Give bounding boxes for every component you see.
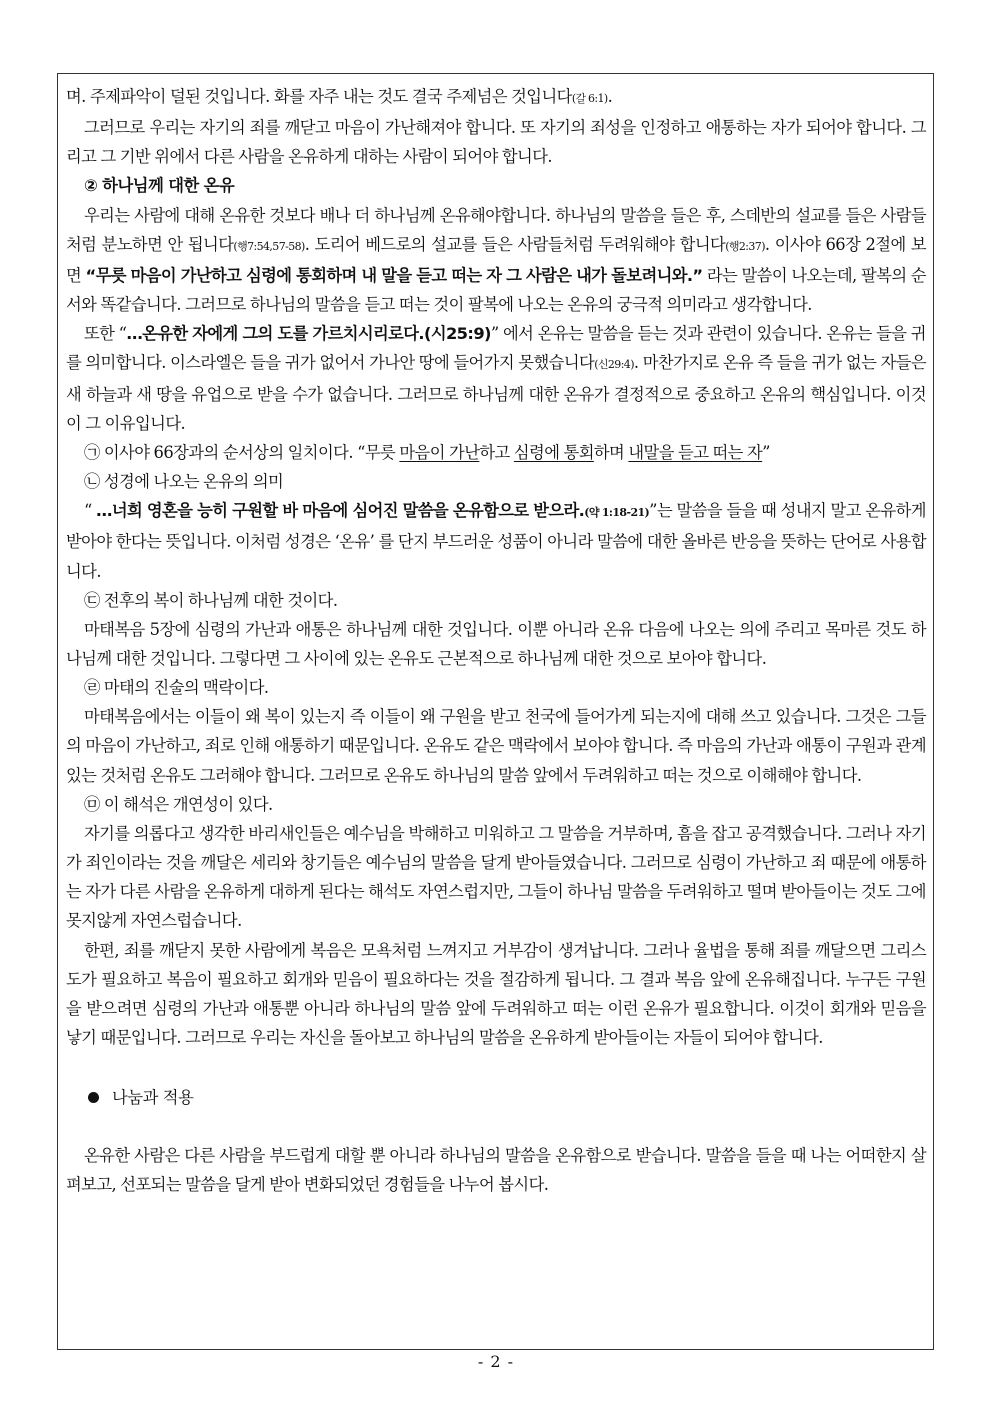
paragraph-listening-ear: 또한 “…온유한 자에게 그의 도를 가르치시리로다.(시25:9)” 에서 온유는 말씀을 듣는 것과 관련이 있습니다. 온유는 들을 귀를 의미합니다. 이스라엘은 들을 귀가 없어서 가나안 땅에 들어가지 못했습니다(신29:4). 마찬가지로 온유 즉 들을 귀가 없는 자들은 새 하늘과 새 땅을 유업으로 받을 수가 없습니다. 그러므로 하나님께 대한 온유가 결정적으로 중요하고 온유의 핵심입니다. 이것이 그 이유입니다.: [66, 324, 926, 433]
quote-james: …너희 영혼을 능히 구원할 바 마음에 심어진 말씀을 온유함으로 받으라.: [96, 501, 585, 521]
paragraph-continuation: 며. 주제파악이 덜된 것입니다. 화를 자주 내는 것도 결국 주제넘은 것입니다(갈 6:1).: [66, 87, 613, 106]
quote-psalm: …온유한 자에게 그의 도를 가르치시리로다.(시25:9): [126, 324, 491, 344]
point-5: ㉤ 이 해석은 개연성이 있다.: [84, 794, 273, 814]
scripture-ref: (행7:54,57-58): [233, 239, 305, 253]
scripture-ref: (약 1:18-21): [584, 506, 650, 520]
paragraph-beatitudes: 마태복음 5장에 심령의 가난과 애통은 하나님께 대한 것입니다. 이뿐 아니라 온유 다음에 나오는 의에 주리고 목마른 것도 하나님께 대한 것입니다. 그렇다면 그 사이에 있는 온유도 근본적으로 하나님께 대한 것으로 보아야 합니다.: [66, 619, 926, 668]
scripture-ref: (갈 6:1): [571, 92, 608, 105]
scripture-ref: (행2:37): [725, 239, 765, 253]
scripture-ref: (신29:4): [594, 358, 634, 372]
point-3: ㉢ 전후의 복이 하나님께 대한 것이다.: [84, 590, 338, 610]
point-4: ㉣ 마태의 진술의 맥락이다.: [84, 678, 269, 698]
paragraph-james-quote: “ …너희 영혼을 능히 구원할 바 마음에 심어진 말씀을 온유함으로 받으라.(약 1:18-21)”는 말씀을 들을 때 성내지 말고 온유하게 받아야 한다는 뜻입니다. 이처럼 성경은 ‘온유’ 를 단지 부드러운 성품이 아니라 말씀에 대한 올바른 반응을 뜻하는 단어로 사용합니다.: [66, 501, 926, 581]
paragraph-pharisees: 자기를 의롭다고 생각한 바리새인들은 예수님을 박해하고 미워하고 그 말씀을 거부하며, 흠을 잡고 공격했습니다. 그러나 자기가 죄인이라는 것을 깨달은 세리와 창기들은 예수님의 말씀을 달게 받아들였습니다. 그러므로 심령이 가난하고 죄 때문에 애통하는 자가 다른 사람을 온유하게 대하게 된다는 해석도 자연스럽지만, 그들이 하나님 말씀을 두려워하고 떨며 받아들이는 것도 그에 못지않게 자연스럽습니다.: [66, 823, 926, 931]
page-number: - 2 -: [477, 1352, 515, 1371]
quote-isaiah: “무릇 마음이 가난하고 심령에 통회하며 내 말을 듣고 떠는 자 그 사람은 내가 돌보려니와.”: [85, 265, 703, 285]
paragraph-gospel: 한편, 죄를 깨닫지 못한 사람에게 복음은 모욕처럼 느껴지고 거부감이 생겨납니다. 그러나 율법을 통해 죄를 깨달으면 그리스도가 필요하고 복음이 필요하고 회개와 믿음이 필요하다는 것을 절감하게 됩니다. 그 결과 복음 앞에 온유해집니다. 누구든 구원을 받으려면 심령의 가난과 애통뿐 아니라 하나님의 말씀 앞에 두려워하고 떠는 이런 온유가 필요합니다. 이것이 회개와 믿음을 낳기 때문입니다. 그러므로 우리는 자신을 돌아보고 하나님의 말씀을 온유하게 받아들이는 자들이 되어야 합니다.: [66, 940, 926, 1047]
paragraph-meekness-toward-god: 우리는 사람에 대해 온유한 것보다 배나 더 하나님께 온유해야합니다. 하나님의 말씀을 들은 후, 스데반의 설교를 들은 사람들처럼 분노하면 안 됩니다(행7:54,57-58). 도리어 베드로의 설교를 들은 사람들처럼 두려워해야 합니다(행2:37). 이사야 66장 2절에 보면 “무릇 마음이 가난하고 심령에 통회하며 내 말을 듣고 떠는 자 그 사람은 내가 돌보려니와.” 라는 말씀이 나오는데, 팔복의 순서와 똑같습니다. 그러므로 하나님의 말씀을 듣고 떠는 것이 팔복에 나오는 온유의 궁극적 의미라고 생각합니다.: [66, 205, 926, 315]
bullet-icon: [88, 1092, 99, 1103]
document-body: [66, 82, 926, 1199]
paragraph-matthew-context: 마태복음에서는 이들이 왜 복이 있는지 즉 이들이 왜 구원을 받고 천국에 들어가게 되는지에 대해 쓰고 있습니다. 그것은 그들의 마음이 가난하고, 죄로 인해 애통하기 때문입니다. 온유도 같은 맥락에서 보아야 합니다. 즉 마음의 가난과 애통이 구원과 관계있는 것처럼 온유도 그러해야 합니다. 그러므로 온유도 하나님의 말씀 앞에서 두려워하고 떠는 것으로 이해해야 합니다.: [66, 707, 926, 785]
point-1: ㉠ 이사야 66장과의 순서상의 일치이다. “무릇 마음이 가난하고 심령에 통회하며 내말을 듣고 떠는 자”: [84, 442, 770, 462]
paragraph-application: 온유한 사람은 다른 사람을 부드럽게 대할 뿐 아니라 하나님의 말씀을 온유함으로 받습니다. 말씀을 들을 때 나는 어떠한지 살펴보고, 선포되는 말씀을 달게 받아 변화되었던 경험들을 나누어 봅시다.: [66, 1146, 926, 1195]
point-2: ㉡ 성경에 나오는 온유의 의미: [84, 472, 284, 492]
section-title: 나눔과 적용: [112, 1088, 194, 1108]
heading-meekness-toward-god: ② 하나님께 대한 온유: [84, 176, 235, 196]
section-sharing-application: [66, 1083, 926, 1112]
paragraph-repentance: 그러므로 우리는 자기의 죄를 깨닫고 마음이 가난해져야 합니다. 또 자기의 죄성을 인정하고 애통하는 자가 되어야 합니다. 그리고 그 기반 위에서 다른 사람을 온유하게 대하는 사람이 되어야 합니다.: [66, 118, 926, 167]
